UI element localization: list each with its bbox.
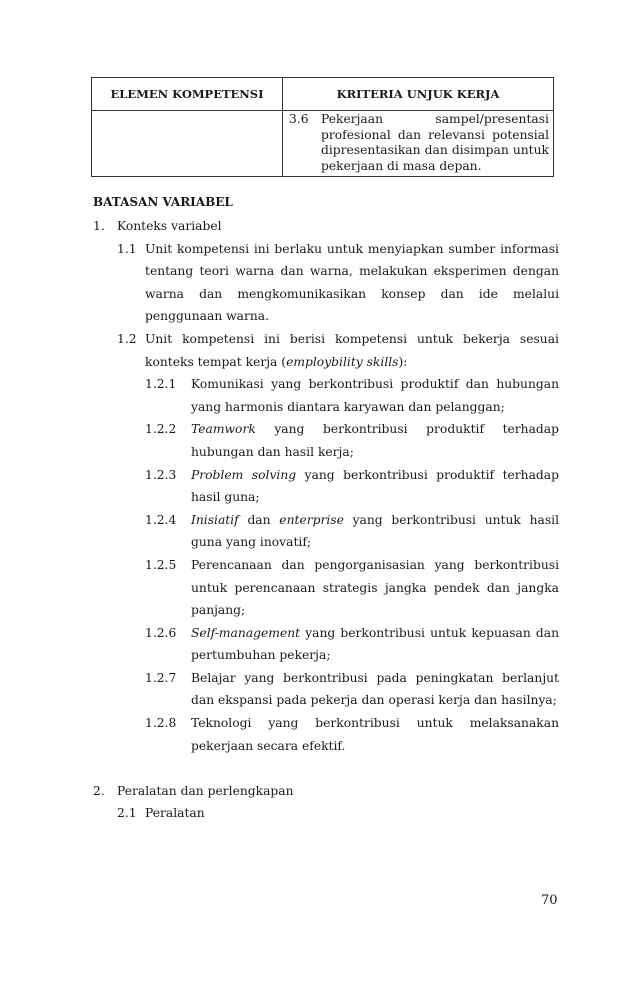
italic-term: Self-management bbox=[191, 625, 301, 640]
header-elemen: ELEMEN KOMPETENSI bbox=[92, 78, 283, 111]
item-text bbox=[145, 328, 559, 373]
cell-elemen bbox=[92, 111, 283, 177]
item-text bbox=[191, 373, 559, 418]
item-text bbox=[191, 554, 559, 622]
text-segment: Unit kompetensi ini berisi kompetensi untuk bekerja sesuai konteks tempat kerja ( bbox=[145, 331, 559, 369]
item-number: 1.2.4 bbox=[145, 512, 177, 527]
item-number: 2. bbox=[93, 783, 105, 798]
item-text bbox=[191, 418, 559, 463]
text-segment: yang berkontribusi untuk hasil guna yang inovatif; bbox=[191, 512, 559, 550]
italic-term: enterprise bbox=[279, 512, 344, 527]
item-text bbox=[191, 464, 559, 509]
text-segment: yang berkontribusi produktif terhadap hasil guna; bbox=[191, 467, 559, 505]
list-item-2-1 bbox=[93, 802, 559, 825]
item-number: 1.2.8 bbox=[145, 716, 177, 731]
text-segment: Perencanaan dan pengorganisasian yang berkontribusi untuk perencanaan strategis jangka pendek dan jangka panjang; bbox=[191, 557, 559, 618]
text-segment: Teknologi yang berkontribusi untuk melaksanakan pekerjaan secara efektif. bbox=[191, 716, 559, 753]
italic-term: Problem solving bbox=[191, 467, 297, 482]
item-number: 1.2.5 bbox=[145, 557, 177, 572]
item-title: Peralatan dan perlengkapan bbox=[117, 783, 294, 798]
cell-kuk bbox=[283, 111, 554, 177]
text-segment: dan bbox=[238, 512, 280, 527]
italic-term: Inisiatif bbox=[191, 512, 239, 527]
sub-list-item bbox=[93, 712, 559, 757]
item-number: 1.2.2 bbox=[145, 422, 177, 437]
item-number: 1.1 bbox=[117, 241, 137, 256]
page-number: 70 bbox=[541, 893, 558, 908]
sub-list-item bbox=[93, 373, 559, 418]
text-segment: ): bbox=[398, 354, 408, 369]
item-text bbox=[191, 712, 559, 757]
item-text: Peralatan bbox=[145, 806, 205, 821]
list-item-1 bbox=[93, 215, 559, 238]
item-number: 1.2.7 bbox=[145, 670, 177, 685]
sub-list-item bbox=[93, 667, 559, 712]
variable-list bbox=[93, 215, 559, 825]
item-number: 2.1 bbox=[117, 806, 137, 821]
kuk-text: Pekerjaan sampel/presentasi profesional dan relevansi potensial dipresentasikan dan disimpan untuk pekerjaan di masa depan. bbox=[321, 112, 549, 173]
item-number: 1.2.3 bbox=[145, 467, 177, 482]
sub-list-item bbox=[93, 554, 559, 622]
list-item-2 bbox=[93, 780, 559, 803]
text-segment: Belajar yang berkontribusi pada peningkatan berlanjut dan ekspansi pada pekerja dan operasi kerja dan hasilnya; bbox=[191, 670, 559, 708]
sub-list-item bbox=[93, 418, 559, 463]
sub-list-item bbox=[93, 464, 559, 509]
item-number: 1.2.1 bbox=[145, 377, 177, 392]
item-number: 1.2.6 bbox=[145, 625, 177, 640]
item-text bbox=[191, 509, 559, 554]
item-text bbox=[191, 622, 559, 667]
list-item-1-2 bbox=[93, 328, 559, 373]
list-item-1-1 bbox=[93, 238, 559, 328]
item-number: 1. bbox=[93, 219, 105, 233]
text-segment: yang berkontribusi produktif terhadap hubungan dan hasil kerja; bbox=[191, 422, 559, 459]
text-segment: Komunikasi yang berkontribusi produktif dan hubungan yang harmonis diantara karyawan dan pelanggan; bbox=[191, 377, 559, 414]
competency-table bbox=[91, 77, 554, 177]
item-text: Unit kompetensi ini berlaku untuk menyiapkan sumber informasi tentang teori warna dan warna, melakukan eksperimen dengan warna dan mengkomunikasikan konsep dan ide melalui penggunaan warna. bbox=[145, 241, 559, 324]
header-kuk: KRITERIA UNJUK KERJA bbox=[283, 78, 554, 111]
sub-list-item bbox=[93, 622, 559, 667]
kuk-number: 3.6 bbox=[289, 112, 309, 126]
item-text bbox=[191, 667, 559, 712]
item-number: 1.2 bbox=[117, 331, 137, 346]
section-heading: BATASAN VARIABEL bbox=[93, 195, 233, 209]
item-title: Konteks variabel bbox=[117, 219, 222, 233]
text-segment: yang berkontribusi untuk kepuasan dan pertumbuhan pekerja; bbox=[191, 625, 559, 663]
sub-list-item bbox=[93, 509, 559, 554]
italic-term: employbility skills bbox=[286, 354, 399, 369]
italic-term: Teamwork bbox=[191, 422, 256, 437]
